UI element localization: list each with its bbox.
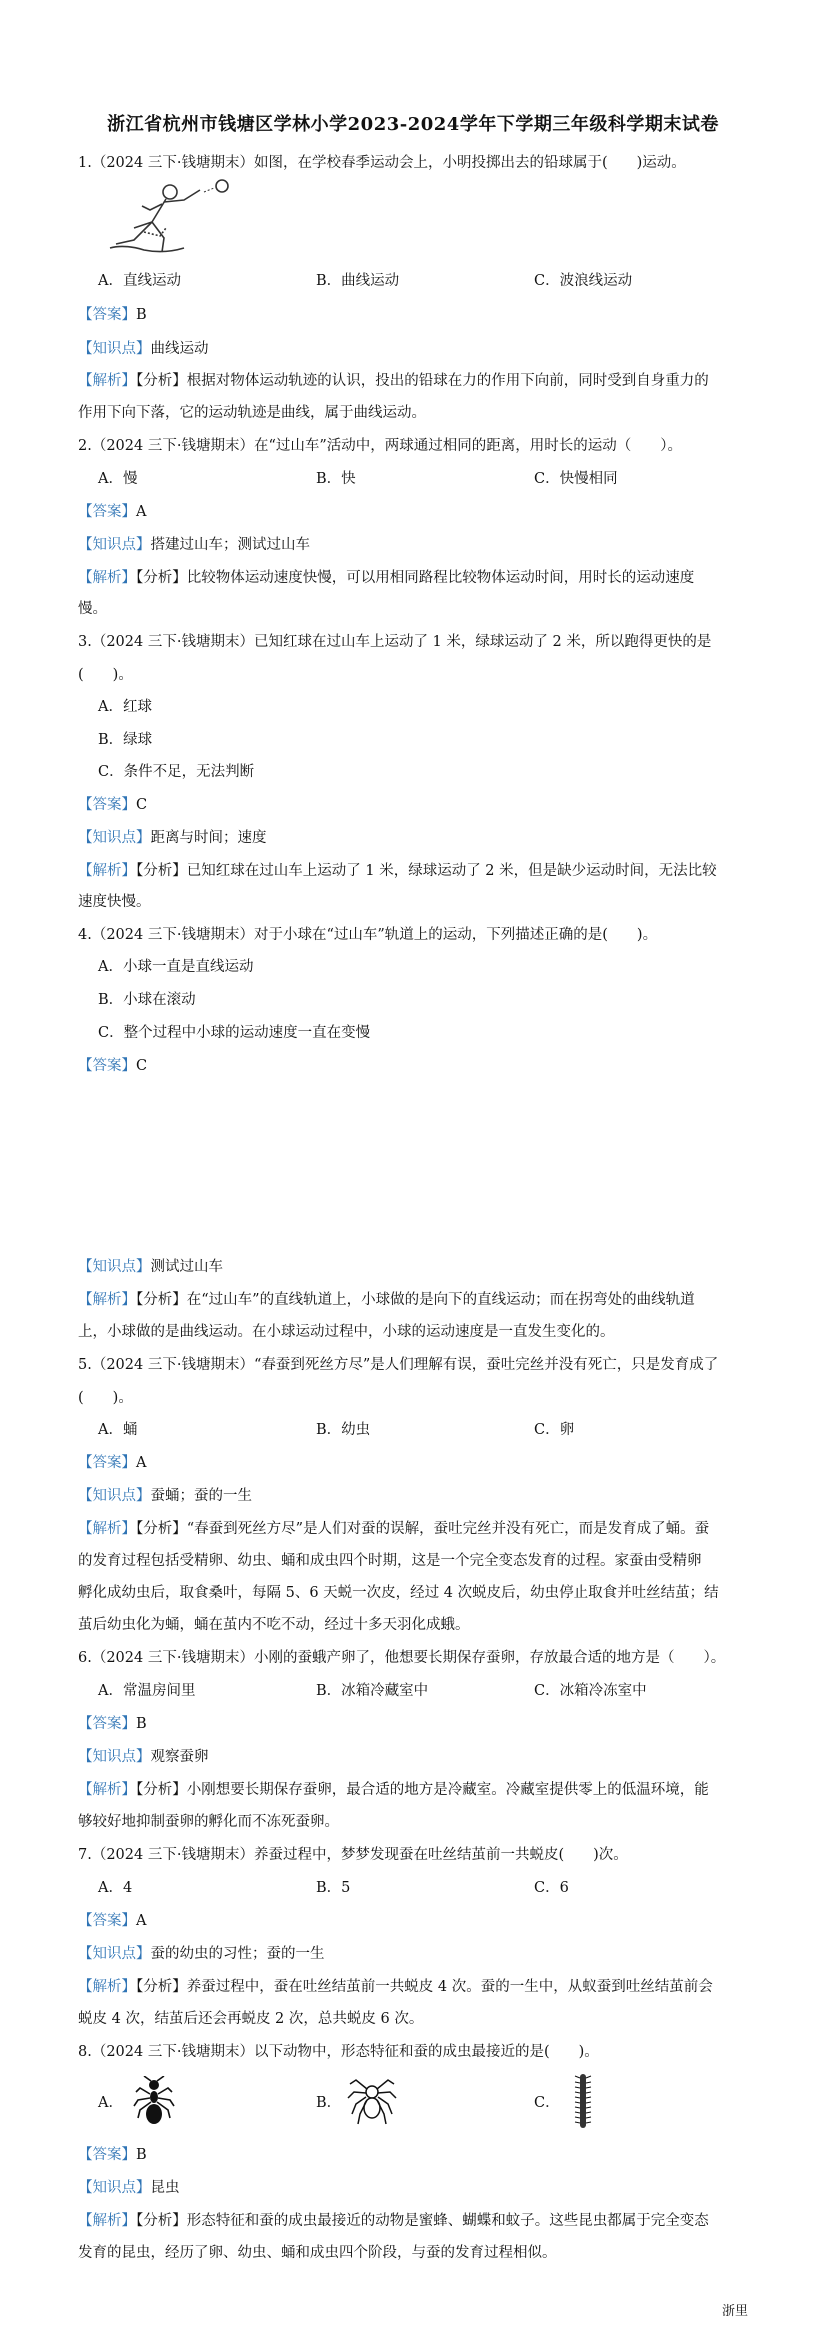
answer-label: 【答案】 [78,797,136,813]
question-7-answer [78,1912,753,1930]
point-value: 距离与时间；速度 [150,830,267,846]
analysis-line: 【分析】形态特征和蚕的成虫最接近的动物是蜜蜂、蝴蝶和蚊子。这些昆虫都属于完全变态 [136,2213,709,2229]
point-label: 【知识点】 [78,1259,151,1275]
question-5-analysis-cont-1: 的发育过程包括受精卵、幼虫、蛹和成虫四个时期，这是一个完全变态发育的过程。家蚕由受精卵 [78,1553,702,1569]
question-5-answer [78,1454,753,1472]
question-7-option-c: C．6 [534,1880,569,1896]
answer-label: 【答案】 [78,504,136,520]
question-7-stem: 7.（2024 三下·钱塘期末）养蚕过程中，梦梦发现蚕在吐丝结茧前一共蜕皮( )次。 [78,1847,628,1863]
question-3-option-a: A．红球 [98,699,152,715]
question-7-point [78,1945,753,1963]
question-4-point [78,1258,753,1276]
answer-label: 【答案】 [78,1716,136,1732]
question-3-stem: 3.（2024 三下·钱塘期末）已知红球在过山车上运动了 1 米，绿球运动了 2 米，所以跑得更快的是 [78,634,712,650]
question-6-option-a: A．常温房间里 [98,1683,196,1699]
question-5-analysis-cont-3: 茧后幼虫化为蛹，蛹在茧内不吃不动，经过十多天羽化成蛾。 [78,1617,470,1633]
question-3-analysis-cont: 速度快慢。 [78,894,151,910]
question-2-analysis [78,569,753,587]
answer-label: 【答案】 [78,307,136,323]
question-4-option-c: C．整个过程中小球的运动速度一直在变慢 [98,1025,371,1041]
analysis-label: 【解析】 [78,570,136,586]
question-8-analysis-cont: 发育的昆虫，经历了卵、幼虫、蛹和成虫四个阶段，与蚕的发育过程相似。 [78,2245,557,2261]
point-label: 【知识点】 [78,537,151,553]
question-1-analysis-cont: 作用下向下落，它的运动轨迹是曲线，属于曲线运动。 [78,405,426,421]
question-1-analysis [78,372,753,390]
question-1-point [78,340,753,358]
question-8-option-a: A． [98,2095,123,2111]
question-1-option-b: B．曲线运动 [316,273,400,289]
question-1-option-c: C．波浪线运动 [534,273,633,289]
question-5-option-a: A．蛹 [98,1422,138,1438]
option-c-figure [572,2072,594,2130]
question-8-stem: 8.（2024 三下·钱塘期末）以下动物中，形态特征和蚕的成虫最接近的是( )。 [78,2044,599,2060]
answer-value: A [136,504,147,520]
question-4-answer [78,1057,753,1075]
answer-value: B [136,307,147,323]
ant-icon [132,2076,176,2128]
question-3-option-c: C．条件不足，无法判断 [98,764,255,780]
answer-label: 【答案】 [78,1455,136,1471]
question-8-analysis [78,2212,753,2230]
point-label: 【知识点】 [78,1946,151,1962]
question-8-option-b: B． [316,2095,342,2111]
shot-put-athlete-icon [104,178,234,256]
analysis-line: 【分析】在“过山车”的直线轨道上，小球做的是向下的直线运动；而在拐弯处的曲线轨道 [136,1292,695,1308]
option-a-figure [132,2076,176,2128]
question-8-option-c: C． [534,2095,560,2111]
answer-value: B [136,1716,147,1732]
question-4-stem: 4.（2024 三下·钱塘期末）对于小球在“过山车”轨道上的运动，下列描述正确的是( )。 [78,927,658,943]
question-4-analysis-cont: 上，小球做的是曲线运动。在小球运动过程中，小球的运动速度是一直发生变化的。 [78,1324,615,1340]
analysis-line: 【分析】养蚕过程中，蚕在吐丝结茧前一共蜕皮 4 次。蚕的一生中，从蚁蚕到吐丝结茧前会 [136,1979,713,1995]
question-3-analysis [78,862,753,880]
millipede-icon [572,2072,594,2130]
question-8-answer [78,2146,753,2164]
question-5-stem: 5.（2024 三下·钱塘期末）“春蚕到死丝方尽”是人们理解有误，蚕吐完丝并没有死亡，只是发育成了 [78,1357,719,1373]
question-6-point [78,1748,753,1766]
question-7-option-a: A．4 [98,1880,133,1896]
analysis-line: 【分析】“春蚕到死丝方尽”是人们对蚕的误解，蚕吐完丝并没有死亡，而是发育成了蛹。蚕 [136,1521,710,1537]
point-label: 【知识点】 [78,1749,151,1765]
analysis-label: 【解析】 [78,1979,136,1995]
question-2-option-b: B．快 [316,471,356,487]
page-footer: 浙里 [721,2304,748,2319]
point-value: 搭建过山车；测试过山车 [150,537,310,553]
point-value: 蚕蛹；蚕的一生 [150,1488,252,1504]
question-7-analysis-cont: 蜕皮 4 次，结茧后还会再蜕皮 2 次，总共蜕皮 6 次。 [78,2011,424,2027]
analysis-label: 【解析】 [78,1292,136,1308]
question-3-answer [78,796,753,814]
question-6-analysis [78,1781,753,1799]
shot-put-figure [104,178,234,256]
question-4-option-a: A．小球一直是直线运动 [98,959,254,975]
answer-value: C [136,1058,148,1074]
question-5-option-c: C．卵 [534,1422,575,1438]
analysis-line: 【分析】已知红球在过山车上运动了 1 米，绿球运动了 2 米，但是缺少运动时间，无法比较 [136,863,717,879]
question-1-answer [78,306,753,324]
point-value: 昆虫 [150,2180,180,2196]
point-label: 【知识点】 [78,830,151,846]
analysis-label: 【解析】 [78,2213,136,2229]
question-6-stem: 6.（2024 三下·钱塘期末）小刚的蚕蛾产卵了，他想要长期保存蚕卵，存放最合适的地方是（ ）。 [78,1650,726,1666]
point-value: 蚕的幼虫的习性；蚕的一生 [150,1946,325,1962]
question-2-stem: 2.（2024 三下·钱塘期末）在“过山车”活动中，两球通过相同的距离，用时长的运动（ ）。 [78,438,683,454]
question-5-stem-cont: ( )。 [78,1390,133,1406]
question-6-option-c: C．冰箱冷冻室中 [534,1683,647,1699]
point-value: 观察蚕卵 [150,1749,209,1765]
question-5-point [78,1487,753,1505]
option-b-figure [346,2074,398,2128]
point-label: 【知识点】 [78,1488,151,1504]
question-1-stem: 1.（2024 三下·钱塘期末）如图，在学校春季运动会上，小明投掷出去的铅球属于( )运动。 [78,155,686,171]
point-value: 测试过山车 [150,1259,223,1275]
answer-value: B [136,2147,147,2163]
question-4-analysis [78,1291,753,1309]
analysis-label: 【解析】 [78,863,136,879]
question-7-option-b: B．5 [316,1880,351,1896]
question-2-point [78,536,753,554]
question-2-answer [78,503,753,521]
question-7-analysis [78,1978,753,1996]
question-2-analysis-cont: 慢。 [78,601,107,617]
question-5-option-b: B．幼虫 [316,1422,371,1438]
page-title: 浙江省杭州市钱塘区学林小学2023-2024学年下学期三年级科学期末试卷 [107,114,719,135]
analysis-label: 【解析】 [78,1782,136,1798]
answer-label: 【答案】 [78,1058,136,1074]
question-6-analysis-cont: 够较好地抑制蚕卵的孵化而不冻死蚕卵。 [78,1814,339,1830]
point-label: 【知识点】 [78,341,151,357]
question-6-option-b: B．冰箱冷藏室中 [316,1683,429,1699]
answer-value: A [136,1913,147,1929]
spider-icon [346,2074,398,2128]
answer-value: C [136,797,148,813]
question-3-stem-cont: ( )。 [78,667,133,683]
analysis-label: 【解析】 [78,373,136,389]
question-4-option-b: B．小球在滚动 [98,992,196,1008]
point-value: 曲线运动 [150,341,209,357]
question-6-answer [78,1715,753,1733]
point-label: 【知识点】 [78,2180,151,2196]
question-3-point [78,829,753,847]
question-5-analysis-cont-2: 孵化成幼虫后，取食桑叶，每隔 5、6 天蜕一次皮，经过 4 次蜕皮后，幼虫停止取食并吐丝结茧；结 [78,1585,719,1601]
answer-label: 【答案】 [78,2147,136,2163]
question-2-option-c: C．快慢相同 [534,471,618,487]
analysis-line: 【分析】比较物体运动速度快慢，可以用相同路程比较物体运动时间，用时长的运动速度 [136,570,695,586]
question-5-analysis [78,1520,753,1538]
answer-label: 【答案】 [78,1913,136,1929]
analysis-label: 【解析】 [78,1521,136,1537]
question-8-point [78,2179,753,2197]
analysis-line: 【分析】根据对物体运动轨迹的认识，投出的铅球在力的作用下向前，同时受到自身重力的 [136,373,709,389]
question-2-option-a: A．慢 [98,471,138,487]
question-1-option-a: A．直线运动 [98,273,181,289]
question-3-option-b: B．绿球 [98,732,153,748]
answer-value: A [136,1455,147,1471]
analysis-line: 【分析】小刚想要长期保存蚕卵，最合适的地方是冷藏室。冷藏室提供零上的低温环境，能 [136,1782,709,1798]
